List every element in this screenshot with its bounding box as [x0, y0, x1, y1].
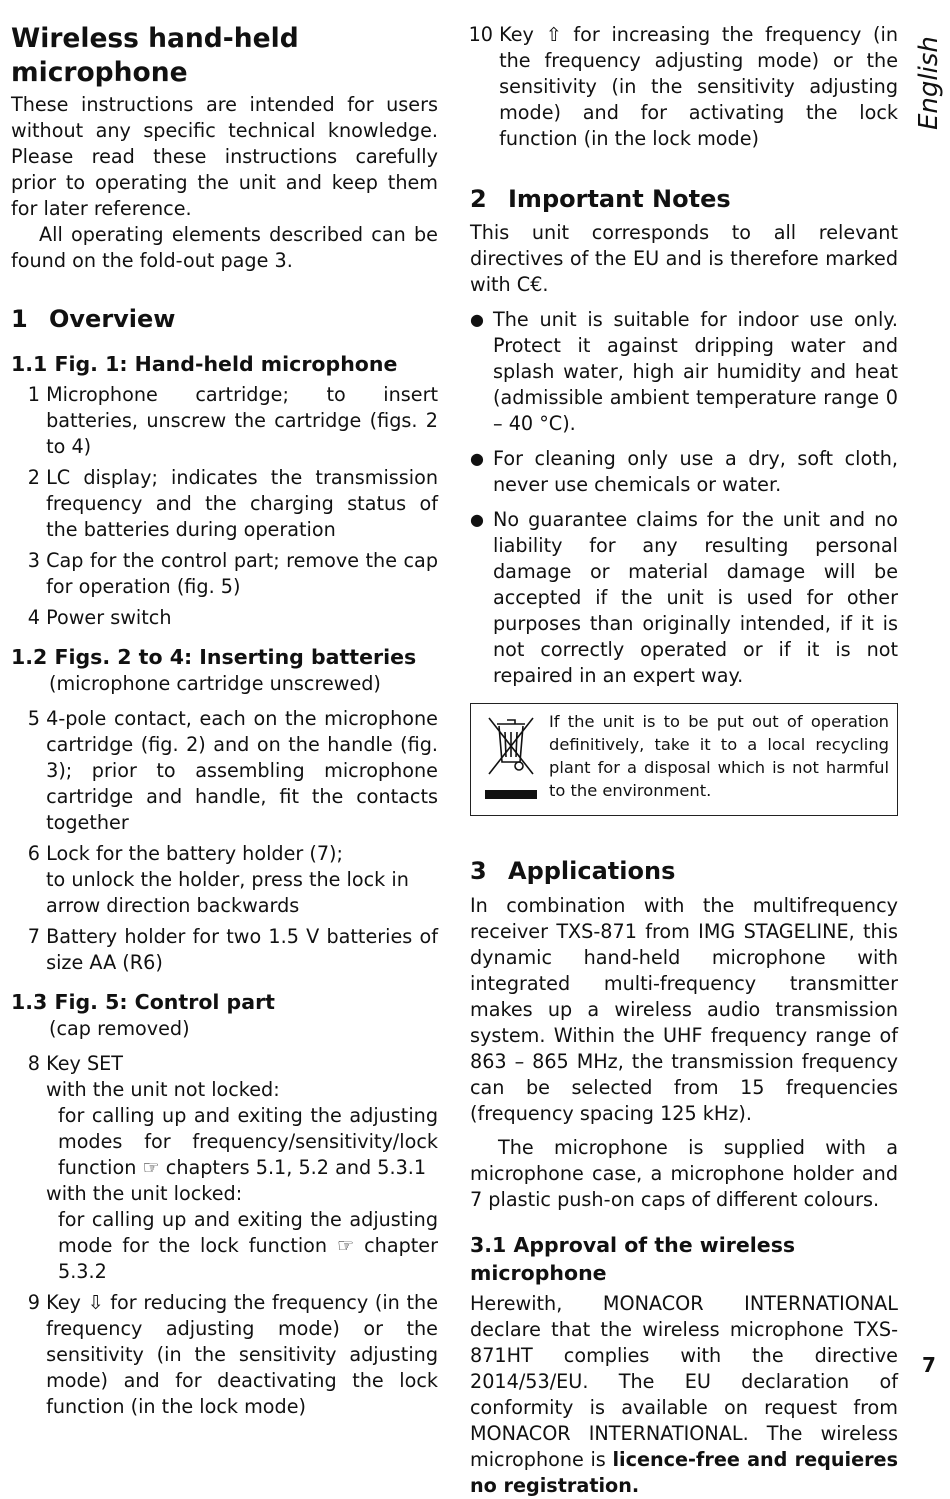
bullet-item: ● The unit is suitable for indoor use only. Protect it against dripping water and splash water, high air humidity and heat (admissible ambient temperature range 0 – 40 °C). [470, 308, 898, 435]
list-item-line: with the unit not locked: [46, 1078, 280, 1101]
section-1-heading: 1 Overview [11, 305, 176, 333]
approval-paragraph: Herewith, MONACOR INTERNATIONAL declare that the wireless microphone TXS-871HT complies with the directive 2014/53/EU. The EU declaration of conformity is available on request from MONACOR INTERNATIONAL. The wireless microphone is licence-free and requieres no registration. [470, 1292, 898, 1497]
list-item: 7 Battery holder for two 1.5 V batteries of size AA (R6) [27, 925, 438, 974]
list-item-detail: for calling up and exiting the adjusting mode for the lock function ☞ chapter 5.3.2 [58, 1208, 438, 1283]
language-tab: English [914, 36, 944, 130]
list-item: 6 Lock for the battery holder (7); [27, 842, 344, 865]
section-1-1-heading: 1.1 Fig. 1: Hand-held microphone [11, 352, 398, 376]
list-item-line: with the unit locked: [46, 1182, 243, 1205]
section-3-heading: 3 Applications [470, 857, 676, 885]
section-1-2-subtitle: (microphone cartridge unscrewed) [49, 672, 381, 695]
bullet-icon: ● [470, 510, 484, 529]
crossed-bin-icon [483, 710, 549, 808]
section-1-3-heading: 1.3 Fig. 5: Control part [11, 990, 275, 1014]
list-item: 8 Key SET [27, 1052, 124, 1075]
bullet-item: ● For cleaning only use a dry, soft cloth, never use chemicals or water. [470, 447, 898, 496]
list-item: 2 LC display; indicates the transmission frequency and the charging status of the batteries during operation [27, 466, 438, 541]
page-number: 7 [922, 1353, 936, 1377]
list-item-detail: for calling up and exiting the adjusting modes for frequency/sensitivity/lock function ☞ chapters 5.1, 5.2 and 5.3.1 [58, 1104, 438, 1179]
list-item: 5 4-pole contact, each on the microphone cartridge (fig. 2) and on the handle (fig. 3); prior to assembling microphone cartridge and handle, fit the contacts together [27, 707, 438, 834]
section-3-paragraph-2: The microphone is supplied with a microphone case, a microphone holder and 7 plastic push-on caps of different colours. [470, 1136, 898, 1211]
intro-paragraph: These instructions are intended for users without any specific technical knowledge. Please read these instructions carefully prior to operating the unit and keep them for later reference. [11, 93, 438, 220]
left-column [11, 22, 438, 1420]
list-item: 1 Microphone cartridge; to insert batteries, unscrew the cartridge (figs. 2 to 4) [27, 383, 438, 458]
list-item: 3 Cap for the control part; remove the cap for operation (fig. 5) [27, 549, 438, 598]
list-item: 10 Key ⇧ for increasing the frequency (in the frequency adjusting mode) or the sensitivity (in the sensitivity adjusting mode) and for activating the lock function (in the lock mode) [468, 23, 898, 150]
section-3-1-heading: 3.1 Approval of the wireless microphone [470, 1233, 796, 1285]
section-2-intro: This unit corresponds to all relevant directives of the EU and is therefore marked with C€. [470, 221, 898, 296]
disposal-notice-text: If the unit is to be put out of operation definitively, take it to a local recycling plant for a disposal which is not harmful to the environment. [549, 712, 889, 800]
list-item: 9 Key ⇩ for reducing the frequency (in the frequency adjusting mode) or the sensitivity (in the sensitivity adjusting mode) and for deactivating the lock function (in the lock mode) [27, 1291, 438, 1418]
page-title: Wireless hand-held microphone [11, 23, 299, 88]
list-item: 4 Power switch [27, 606, 172, 629]
section-3-paragraph: In combination with the multifrequency receiver TXS-871 from IMG STAGELINE, this dynamic hand-held microphone with integrated multi-frequency transmitter makes up a wireless audio transmission system. Within the UHF frequency range of 863 – 865 MHz, the transmission frequency can be selected from 15 frequencies (frequency spacing 125 kHz). [470, 894, 898, 1125]
bullet-icon: ● [470, 310, 484, 329]
right-column [470, 22, 898, 1499]
section-1-3-subtitle: (cap removed) [49, 1017, 190, 1040]
approval-bold-text: licence-free and requieres no registration. [470, 1448, 898, 1497]
section-1-2-heading: 1.2 Figs. 2 to 4: Inserting batteries [11, 645, 417, 669]
section-2-heading: 2 Important Notes [470, 185, 731, 213]
list-item-continuation: to unlock the holder, press the lock in arrow direction backwards [46, 868, 409, 917]
disposal-notice-box [470, 703, 898, 816]
bullet-item: ● No guarantee claims for the unit and no liability for any resulting personal damage or material damage will be accepted if the unit is used for other purposes than originally intended, if it is not correctly operated or if it is not repaired in an expert way. [470, 508, 898, 687]
intro-paragraph-2: All operating elements described can be found on the fold-out page 3. [11, 223, 438, 272]
bullet-icon: ● [470, 449, 484, 468]
